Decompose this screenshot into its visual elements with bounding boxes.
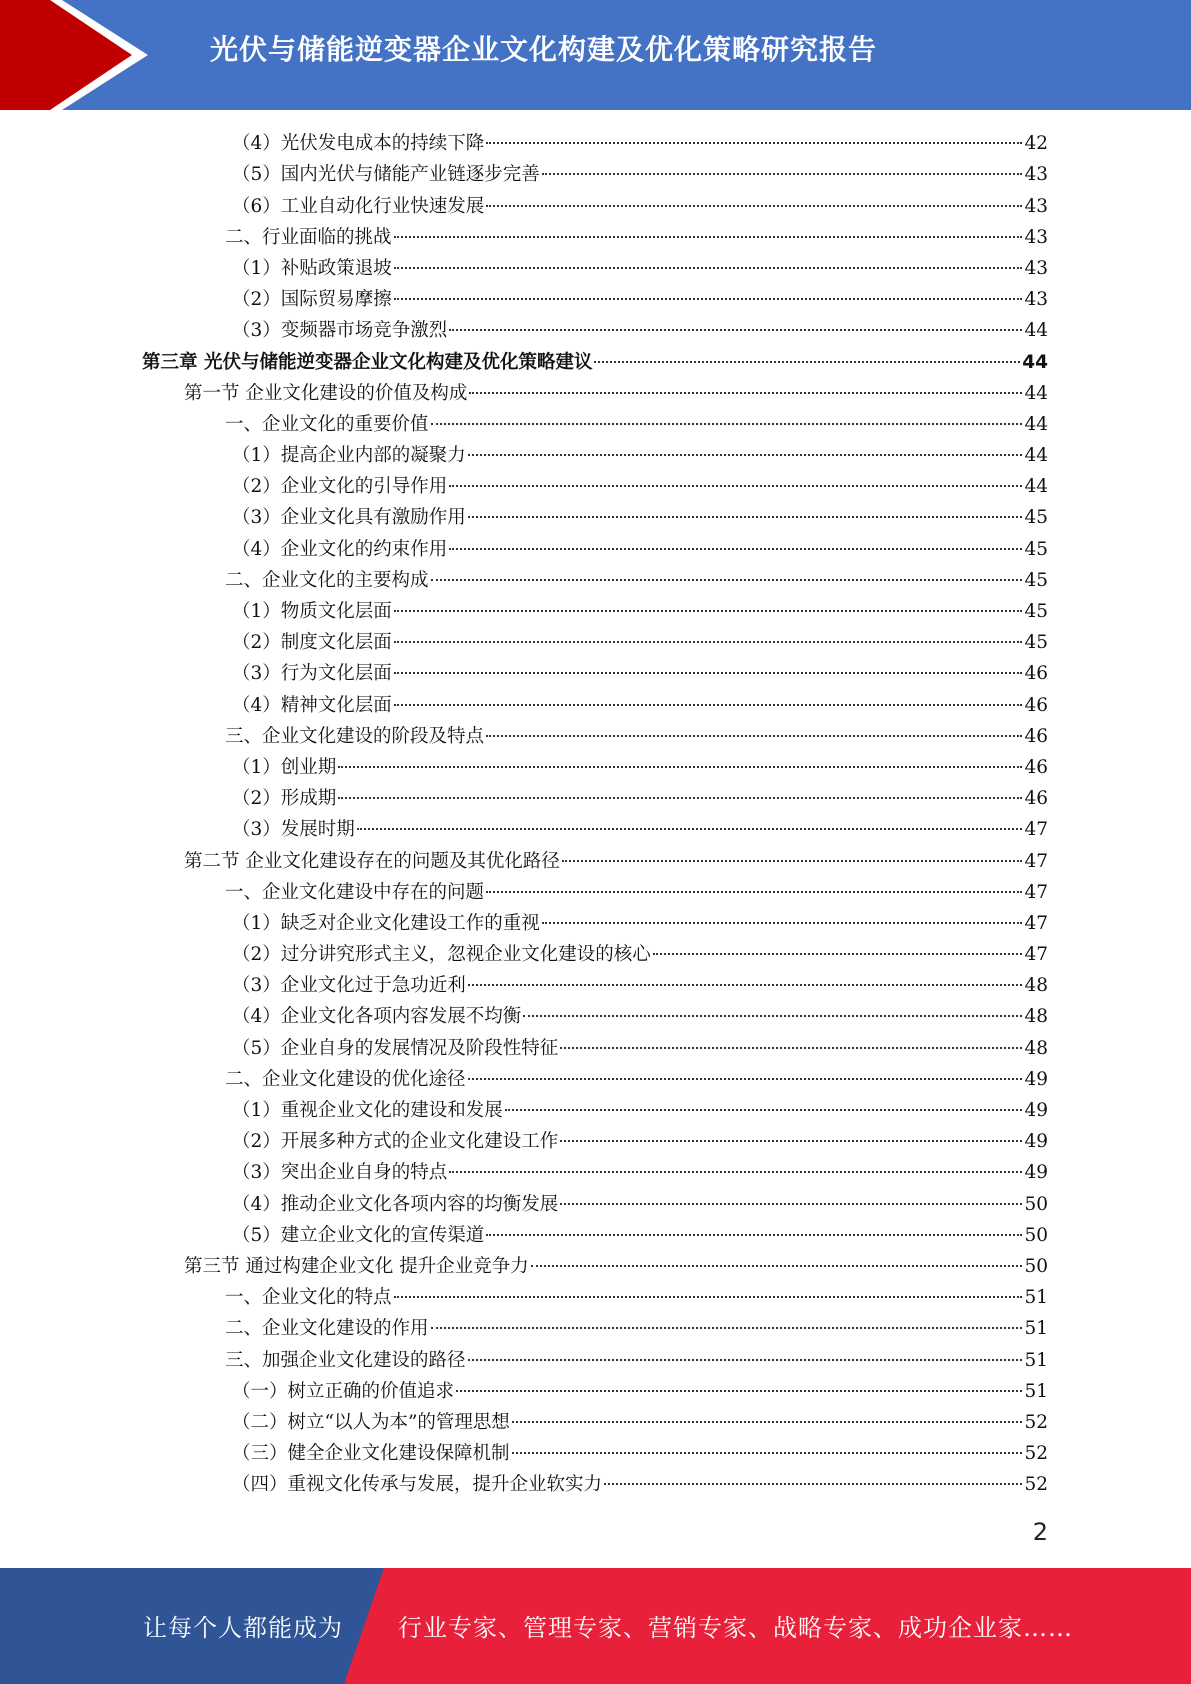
dot-leader [468, 516, 1023, 518]
toc-entry[interactable] [0, 721, 1191, 752]
toc-entry-title: 三、加强企业文化建设的路径 [225, 1349, 466, 1371]
toc-entry-title: （一）树立正确的价值追求 [232, 1380, 455, 1402]
toc-entry-title: （5）企业自身的发展情况及阶段性特征 [232, 1037, 559, 1059]
toc-entry-page: 44 [1024, 445, 1048, 467]
toc-entry[interactable] [0, 471, 1191, 502]
toc-entry-page: 46 [1024, 694, 1048, 716]
toc-entry-title: （二）树立“以人为本”的管理思想 [232, 1411, 510, 1433]
toc-entry[interactable] [0, 565, 1191, 596]
toc-entry[interactable] [0, 440, 1191, 471]
toc-entry[interactable] [0, 596, 1191, 627]
toc-entry[interactable] [0, 1064, 1191, 1095]
document-title: 光伏与储能逆变器企业文化构建及优化策略研究报告 [210, 33, 878, 66]
toc-entry-title: （2）形成期 [232, 788, 337, 810]
dot-leader [357, 828, 1023, 830]
toc-entry[interactable] [0, 253, 1191, 284]
table-of-contents [0, 128, 1191, 1500]
toc-entry-page: 45 [1024, 569, 1048, 591]
toc-entry-title: 二、企业文化的主要构成 [225, 569, 429, 591]
dot-leader [338, 766, 1022, 768]
toc-entry-page: 48 [1024, 1006, 1048, 1028]
toc-entry[interactable] [0, 1157, 1191, 1188]
dot-leader [512, 1421, 1023, 1423]
toc-entry[interactable] [0, 128, 1191, 159]
toc-entry[interactable] [0, 1126, 1191, 1157]
toc-entry-title: （1）缺乏对企业文化建设工作的重视 [232, 912, 540, 934]
dot-leader [456, 1390, 1022, 1392]
toc-entry-page: 44 [1024, 382, 1048, 404]
toc-entry-page: 51 [1024, 1349, 1048, 1371]
toc-entry-title: 二、企业文化建设的作用 [225, 1318, 429, 1340]
dot-leader [468, 1359, 1023, 1361]
dot-leader [394, 1296, 1023, 1298]
toc-entry-page: 47 [1024, 912, 1048, 934]
toc-entry-page: 50 [1024, 1224, 1048, 1246]
toc-entry-page: 43 [1024, 226, 1048, 248]
dot-leader [338, 797, 1022, 799]
dot-leader [560, 1203, 1022, 1205]
toc-entry-page: 43 [1024, 257, 1048, 279]
toc-entry-title: （3）变频器市场竞争激烈 [232, 320, 448, 342]
toc-entry-page: 50 [1024, 1193, 1048, 1215]
dot-leader [431, 1327, 1023, 1329]
toc-entry-title: （4）企业文化的约束作用 [232, 538, 448, 560]
toc-entry-page: 44 [1024, 320, 1048, 342]
toc-entry-title: 第三节 通过构建企业文化 提升企业竞争力 [184, 1255, 529, 1277]
toc-entry[interactable] [0, 658, 1191, 689]
dot-leader [468, 1078, 1023, 1080]
toc-entry-page: 47 [1024, 819, 1048, 841]
dot-leader [560, 1140, 1022, 1142]
toc-entry-page: 47 [1024, 944, 1048, 966]
dot-leader [486, 891, 1022, 893]
toc-entry-title: 二、行业面临的挑战 [225, 226, 392, 248]
toc-entry-title: （1）提高企业内部的凝聚力 [232, 445, 466, 467]
toc-entry-page: 44 [1024, 413, 1048, 435]
toc-entry[interactable] [0, 1095, 1191, 1126]
toc-entry-title: （5）国内光伏与储能产业链逐步完善 [232, 164, 540, 186]
toc-entry-title: 一、企业文化的重要价值 [225, 413, 429, 435]
toc-entry-page: 50 [1024, 1255, 1048, 1277]
toc-entry-title: 一、企业文化建设中存在的问题 [225, 881, 485, 903]
toc-entry-page: 45 [1024, 538, 1048, 560]
toc-entry-page: 49 [1024, 1131, 1048, 1153]
toc-entry-title: （3）发展时期 [232, 819, 355, 841]
dot-leader [431, 579, 1023, 581]
toc-entry-page: 47 [1024, 850, 1048, 872]
dot-leader [512, 1452, 1023, 1454]
toc-entry-title: 三、企业文化建设的阶段及特点 [225, 725, 485, 747]
toc-entry[interactable] [0, 502, 1191, 533]
toc-entry[interactable] [0, 908, 1191, 939]
toc-entry-title: （四）重视文化传承与发展，提升企业软实力 [232, 1474, 603, 1496]
footer-slogan-right: 行业专家、管理专家、营销专家、战略专家、成功企业家…… [398, 1614, 1073, 1642]
toc-entry-page: 44 [1022, 351, 1048, 373]
dot-leader [486, 1234, 1022, 1236]
dot-leader [449, 485, 1022, 487]
dot-leader [486, 142, 1022, 144]
toc-entry-page: 43 [1024, 195, 1048, 217]
dot-leader [562, 860, 1023, 862]
dot-leader [431, 423, 1023, 425]
toc-entry-title: （2）过分讲究形式主义，忽视企业文化建设的核心 [232, 944, 651, 966]
dot-leader [449, 548, 1022, 550]
toc-entry-page: 43 [1024, 289, 1048, 311]
toc-entry[interactable] [0, 1469, 1191, 1500]
toc-entry-title: （2）开展多种方式的企业文化建设工作 [232, 1131, 559, 1153]
toc-entry-page: 49 [1024, 1068, 1048, 1090]
toc-entry-title: （1）物质文化层面 [232, 601, 392, 622]
dot-leader [542, 922, 1023, 924]
toc-entry[interactable] [0, 1001, 1191, 1032]
dot-leader [468, 984, 1023, 986]
toc-entry-title: （4）精神文化层面 [232, 694, 392, 716]
toc-entry-page: 44 [1024, 476, 1048, 498]
toc-entry[interactable] [0, 284, 1191, 315]
toc-entry-title: （5）建立企业文化的宣传渠道 [232, 1224, 485, 1246]
toc-entry-page: 42 [1024, 133, 1048, 155]
dot-leader [468, 454, 1023, 456]
toc-entry[interactable] [0, 409, 1191, 440]
toc-entry[interactable] [0, 346, 1191, 377]
dot-leader [523, 1015, 1022, 1017]
toc-entry-title: （1）重视企业文化的建设和发展 [232, 1100, 503, 1121]
dot-leader [594, 361, 1020, 363]
toc-entry[interactable] [0, 1344, 1191, 1375]
toc-entry-page: 48 [1024, 1037, 1048, 1059]
toc-entry[interactable] [0, 1032, 1191, 1063]
dot-leader [449, 329, 1022, 331]
dot-leader [560, 1047, 1022, 1049]
toc-entry-page: 46 [1024, 788, 1048, 810]
header-chevron-icon [0, 0, 150, 110]
toc-entry-title: （1）补贴政策退坡 [232, 257, 392, 279]
toc-entry[interactable] [0, 1188, 1191, 1219]
toc-entry-page: 52 [1024, 1443, 1048, 1465]
dot-leader [394, 610, 1023, 612]
toc-entry-page: 52 [1024, 1411, 1048, 1433]
toc-entry-title: （4）企业文化各项内容发展不均衡 [232, 1006, 522, 1028]
toc-entry-title: 第三章 光伏与储能逆变器企业文化构建及优化策略建议 [142, 351, 593, 373]
toc-entry-page: 49 [1024, 1100, 1048, 1121]
toc-entry[interactable] [0, 1251, 1191, 1282]
dot-leader [394, 704, 1023, 706]
toc-entry-title: （2）企业文化的引导作用 [232, 476, 448, 498]
page-number: 2 [1032, 1518, 1048, 1546]
dot-leader [486, 735, 1022, 737]
toc-entry-title: （2）制度文化层面 [232, 632, 392, 654]
toc-entry[interactable] [0, 845, 1191, 876]
dot-leader [394, 672, 1023, 674]
toc-entry-title: （4）推动企业文化各项内容的均衡发展 [232, 1193, 559, 1215]
toc-entry-page: 46 [1024, 756, 1048, 778]
toc-entry[interactable] [0, 1220, 1191, 1251]
toc-entry-title: 第一节 企业文化建设的价值及构成 [184, 382, 468, 404]
toc-entry-page: 46 [1024, 725, 1048, 747]
toc-entry-page: 49 [1024, 1162, 1048, 1184]
toc-entry-title: （6）工业自动化行业快速发展 [232, 195, 485, 217]
dot-leader [486, 205, 1022, 207]
dot-leader [505, 1109, 1023, 1111]
toc-entry[interactable] [0, 814, 1191, 845]
toc-entry[interactable] [0, 939, 1191, 970]
toc-entry[interactable] [0, 1407, 1191, 1438]
toc-entry[interactable] [0, 627, 1191, 658]
toc-entry[interactable] [0, 315, 1191, 346]
dot-leader [394, 641, 1023, 643]
toc-entry[interactable] [0, 190, 1191, 221]
toc-entry-page: 51 [1024, 1287, 1048, 1309]
toc-entry-title: （三）健全企业文化建设保障机制 [232, 1443, 510, 1465]
dot-leader [394, 267, 1023, 269]
toc-entry-page: 43 [1024, 164, 1048, 186]
toc-entry[interactable] [0, 752, 1191, 783]
toc-entry-title: （3）突出企业自身的特点 [232, 1162, 448, 1184]
footer-slogan-left: 让每个人都能成为 [143, 1614, 343, 1642]
toc-entry[interactable] [0, 159, 1191, 190]
dot-leader [394, 236, 1023, 238]
toc-entry-page: 48 [1024, 975, 1048, 997]
toc-entry-page: 51 [1024, 1380, 1048, 1402]
dot-leader [542, 173, 1023, 175]
toc-entry-title: （3）行为文化层面 [232, 663, 392, 685]
toc-entry-title: 一、企业文化的特点 [225, 1287, 392, 1309]
toc-entry-page: 52 [1024, 1474, 1048, 1496]
toc-entry[interactable] [0, 378, 1191, 409]
dot-leader [449, 1171, 1022, 1173]
toc-entry[interactable] [0, 1376, 1191, 1407]
dot-leader [531, 1265, 1023, 1267]
toc-entry[interactable] [0, 1282, 1191, 1313]
toc-entry-title: 二、企业文化建设的优化途径 [225, 1068, 466, 1090]
toc-entry[interactable] [0, 689, 1191, 720]
dot-leader [653, 953, 1023, 955]
toc-entry[interactable] [0, 877, 1191, 908]
toc-entry-title: （3）企业文化过于急功近利 [232, 975, 466, 997]
toc-entry-title: （4）光伏发电成本的持续下降 [232, 133, 485, 155]
toc-entry[interactable] [0, 1438, 1191, 1469]
toc-entry[interactable] [0, 222, 1191, 253]
header-banner [0, 0, 1191, 110]
toc-entry[interactable] [0, 783, 1191, 814]
toc-entry-title: （2）国际贸易摩擦 [232, 289, 392, 311]
toc-entry-page: 45 [1024, 507, 1048, 529]
toc-entry[interactable] [0, 533, 1191, 564]
toc-entry-page: 46 [1024, 663, 1048, 685]
toc-entry-title: （3）企业文化具有激励作用 [232, 507, 466, 529]
footer-banner [0, 1568, 1191, 1684]
toc-entry[interactable] [0, 1313, 1191, 1344]
dot-leader [469, 392, 1022, 394]
dot-leader [394, 298, 1023, 300]
toc-entry-title: 第二节 企业文化建设存在的问题及其优化路径 [184, 850, 560, 872]
dot-leader [604, 1483, 1022, 1485]
toc-entry-title: （1）创业期 [232, 756, 337, 778]
toc-entry-page: 47 [1024, 881, 1048, 903]
toc-entry-page: 51 [1024, 1318, 1048, 1340]
toc-entry[interactable] [0, 970, 1191, 1001]
toc-entry-page: 45 [1024, 601, 1048, 622]
toc-entry-page: 45 [1024, 632, 1048, 654]
